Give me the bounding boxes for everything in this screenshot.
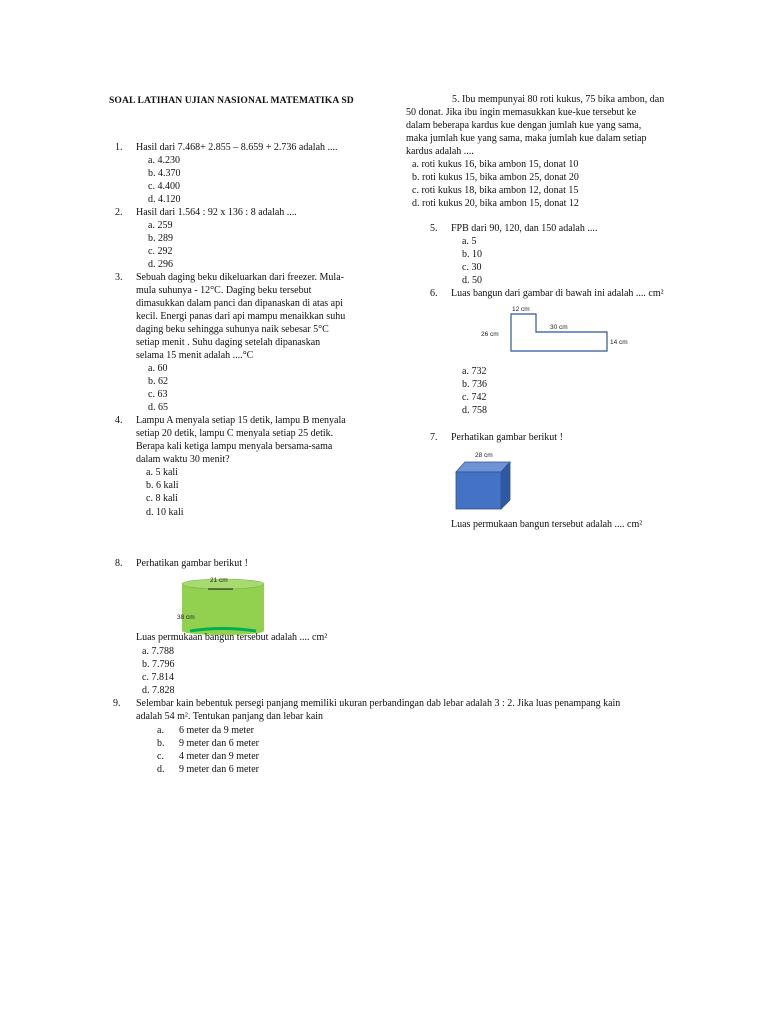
q7-after-text: Luas permukaan bangun tersebut adalah .... cm² [451, 519, 643, 530]
q9-number: 9. [113, 698, 121, 709]
q9-option-c-text: 4 meter dan 9 meter [179, 751, 259, 762]
q9-option-b-text: 9 meter dan 6 meter [179, 738, 259, 749]
q9-option-c-letter: c. [157, 751, 164, 762]
q1-option-a: a. 4.230 [148, 155, 180, 166]
q8-option-b: b. 7.796 [142, 659, 175, 670]
q6-number: 6. [430, 288, 438, 299]
q8-number: 8. [115, 558, 123, 569]
q4-line: setiap 20 detik, lampu C menyala setiap 25 detik. [136, 428, 334, 439]
q2-option-c: c. 292 [148, 246, 173, 257]
q5b-option-d: d. 50 [462, 275, 482, 286]
q2-option-a: a. 259 [148, 220, 173, 231]
q3-line: dimasukkan dalam panci dan dipanaskan di atas api [136, 298, 343, 309]
q5a-line: kardus adalah .... [406, 146, 474, 157]
q9-option-d-text: 9 meter dan 6 meter [179, 764, 259, 775]
q1-text: Hasil dari 7.468+ 2.855 – 8.659 + 2.736 adalah .... [136, 142, 338, 153]
q9-line: adalah 54 m². Tentukan panjang dan lebar kain [136, 711, 324, 722]
q9-option-d-letter: d. [157, 764, 165, 775]
q7-label: 28 cm [475, 452, 493, 459]
q3-line: Sebuah daging beku dikeluarkan dari freezer. Mula- [136, 272, 344, 283]
q6-option-c: c. 742 [462, 392, 487, 403]
q5b-number: 5. [430, 223, 438, 234]
q3-option-b: b. 62 [148, 376, 168, 387]
q5a-option-b: b. roti kukus 15, bika ambon 25, donat 20 [412, 172, 579, 183]
q4-option-b: b. 6 kali [146, 480, 179, 491]
q8-text: Perhatikan gambar berikut ! [136, 558, 248, 569]
q5a-option-a: a. roti kukus 16, bika ambon 15, donat 10 [412, 159, 579, 170]
q6-option-b: b. 736 [462, 379, 487, 390]
q5a-option-c: c. roti kukus 18, bika ambon 12, donat 15 [412, 185, 579, 196]
q9-option-b-letter: b. [157, 738, 165, 749]
q9-line: Selembar kain bebentuk persegi panjang memiliki ukuran perbandingan dab lebar adalah 3 : 2. Jika luas penampang kain [136, 698, 621, 709]
page-title: SOAL LATIHAN UJIAN NASIONAL MATEMATIKA SD [109, 95, 354, 106]
q4-line: Berapa kali ketiga lampu menyala bersama-sama [136, 441, 333, 452]
q5b-option-a: a. 5 [462, 236, 477, 247]
q5a-line: dalam beberapa kardus kue dengan jumlah kue yang sama, [406, 120, 642, 131]
q7-number: 7. [430, 432, 438, 443]
q2-number: 2. [115, 207, 123, 218]
q3-line: daging beku sehingga suhunya naik sebesar 5°C [136, 324, 329, 335]
q4-number: 4. [115, 415, 123, 426]
q3-number: 3. [115, 272, 123, 283]
q9-option-a-letter: a. [157, 725, 164, 736]
q3-option-a: a. 60 [148, 363, 168, 374]
q5a-option-d: d. roti kukus 20, bika ambon 15, donat 12 [412, 198, 579, 209]
q6-text: Luas bangun dari gambar di bawah ini adalah .... cm² [451, 288, 664, 299]
q3-line: kecil. Energi panas dari api mampu menaikkan suhu [136, 311, 346, 322]
q3-line: mula suhunya - 12°C. Daging beku tersebut [136, 285, 312, 296]
q6-option-d: d. 758 [462, 405, 487, 416]
q8-option-d: d. 7.828 [142, 685, 175, 696]
q6-option-a: a. 732 [462, 366, 487, 377]
q8-radius-label: 21 cm [210, 577, 228, 584]
q7-text: Perhatikan gambar berikut ! [451, 432, 563, 443]
q8-option-a: a. 7.788 [142, 646, 174, 657]
q8-after-text: Luas permukaan bangun tersebut adalah .... cm² [136, 632, 328, 643]
q1-option-c: c. 4.400 [148, 181, 180, 192]
q5b-option-b: b. 10 [462, 249, 482, 260]
q3-option-d: d. 65 [148, 402, 168, 413]
q8-option-c: c. 7.814 [142, 672, 174, 683]
q3-line: selama 15 menit adalah ....°C [136, 350, 254, 361]
q2-text: Hasil dari 1.564 : 92 x 136 : 8 adalah .... [136, 207, 297, 218]
q1-option-b: b. 4.370 [148, 168, 181, 179]
q5a-line: 5. Ibu mempunyai 80 roti kukus, 75 bika ambon, dan [452, 94, 665, 105]
q6-label-top: 12 cm [512, 306, 530, 313]
q5b-option-c: c. 30 [462, 262, 482, 273]
q3-option-c: c. 63 [148, 389, 168, 400]
q1-option-d: d. 4.120 [148, 194, 181, 205]
q5a-line: 50 donat. Jika ibu ingin memasukkan kue-kue tersebut ke [406, 107, 637, 118]
q1-number: 1. [115, 142, 123, 153]
q8-height-label: 38 cm [177, 614, 195, 621]
q6-label-right: 14 cm [610, 339, 628, 346]
q7-cube-figure [450, 446, 530, 512]
q9-option-a-text: 6 meter da 9 meter [179, 725, 254, 736]
q5a-line: maka jumlah kue yang sama, maka jumlah kue dalam setiap [406, 133, 647, 144]
q4-line: Lampu A menyala setiap 15 detik, lampu B menyala [136, 415, 346, 426]
q4-line: dalam waktu 30 menit? [136, 454, 230, 465]
q4-option-d: d. 10 kali [146, 507, 184, 518]
q4-option-c: c. 8 kali [146, 493, 178, 504]
q5b-text: FPB dari 90, 120, dan 150 adalah .... [451, 223, 598, 234]
q4-option-a: a. 5 kali [146, 467, 178, 478]
q8-cylinder-figure [170, 574, 270, 636]
q6-label-mid: 30 cm [550, 324, 568, 331]
q2-option-d: d. 296 [148, 259, 173, 270]
q6-shape-figure [478, 300, 638, 356]
q3-line: setiap menit . Suhu daging setelah dipanaskan [136, 337, 321, 348]
q2-option-b: b. 289 [148, 233, 173, 244]
q6-label-left: 26 cm [481, 331, 499, 338]
